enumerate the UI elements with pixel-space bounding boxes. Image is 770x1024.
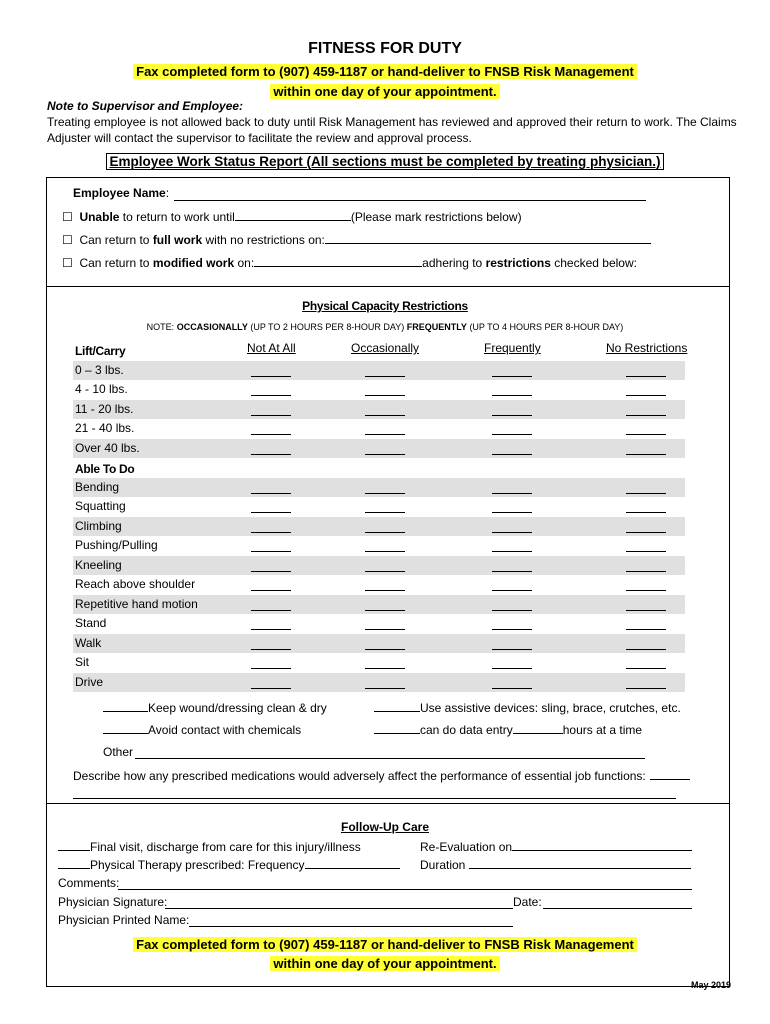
restriction-blank-occasionally[interactable] — [365, 522, 405, 533]
restriction-label: 21 - 40 lbs. — [75, 421, 135, 436]
assistive-field[interactable] — [374, 700, 420, 712]
restriction-blank-no-restrictions[interactable] — [626, 366, 666, 377]
restriction-blank-not-at-all[interactable] — [251, 424, 291, 435]
restriction-blank-not-at-all[interactable] — [251, 541, 291, 552]
restriction-row — [73, 517, 685, 536]
restriction-blank-frequently[interactable] — [492, 502, 532, 513]
restriction-label: 11 - 20 lbs. — [75, 401, 134, 416]
employee-name-row: Employee Name: — [73, 186, 170, 200]
employee-name-field[interactable] — [174, 200, 646, 201]
restriction-blank-not-at-all[interactable] — [251, 444, 291, 455]
restriction-blank-frequently[interactable] — [492, 444, 532, 455]
col-not-at-all: Not At All — [247, 341, 296, 355]
meds-field-inline[interactable] — [650, 768, 690, 780]
restriction-blank-not-at-all[interactable] — [251, 385, 291, 396]
restriction-label: Climbing — [75, 518, 122, 533]
fax-instruction-bottom-line1: Fax completed form to (907) 459-1187 or hand-deliver to FNSB Risk Management — [0, 936, 770, 954]
restriction-blank-occasionally[interactable] — [365, 385, 405, 396]
data-entry-field[interactable] — [374, 722, 420, 734]
follow-up-heading: Follow-Up Care — [340, 820, 429, 834]
restriction-blank-no-restrictions[interactable] — [626, 405, 666, 416]
restriction-blank-not-at-all[interactable] — [251, 619, 291, 630]
note-body: Treating employee is not allowed back to duty until Risk Management has reviewed and approved their return to work. The Claims Adjuster will contact the supervisor to facilitate the review and approval process. — [47, 115, 737, 145]
fax-instruction-top-line2: within one day of your appointment. — [0, 83, 770, 101]
restriction-label: 0 – 3 lbs. — [75, 363, 124, 377]
restriction-blank-no-restrictions[interactable] — [626, 561, 666, 572]
pt-field[interactable] — [58, 857, 90, 869]
restriction-blank-not-at-all[interactable] — [251, 639, 291, 650]
printed-name-field[interactable] — [189, 926, 513, 927]
restriction-blank-frequently[interactable] — [492, 522, 532, 533]
unable-row: ☐ Unable to return to work until (Please mark restrictions below) — [62, 210, 522, 224]
keep-wound-row: Keep wound/dressing clean & dry — [103, 700, 327, 715]
note-heading: Note to Supervisor and Employee: — [47, 99, 244, 113]
restriction-blank-not-at-all[interactable] — [251, 561, 291, 572]
modified-work-date-field[interactable] — [254, 255, 422, 267]
printed-name-label: Physician Printed Name: — [58, 913, 190, 927]
unable-until-date-field[interactable] — [235, 209, 351, 221]
duration-row: Duration — [420, 857, 691, 872]
restriction-blank-not-at-all[interactable] — [251, 600, 291, 611]
restriction-label: Squatting — [75, 499, 126, 514]
avoid-chem-field[interactable] — [103, 722, 148, 734]
signature-field[interactable] — [165, 908, 513, 909]
page-title: FITNESS FOR DUTY — [308, 40, 462, 57]
restriction-blank-occasionally[interactable] — [365, 541, 405, 552]
restriction-row — [73, 361, 685, 380]
data-entry-hours-field[interactable] — [513, 722, 563, 734]
signature-label: Physician Signature: — [58, 895, 168, 909]
restriction-label: Sit — [75, 655, 90, 670]
restriction-row — [73, 497, 685, 516]
full-work-checkbox[interactable]: ☐ — [62, 233, 73, 247]
restriction-label: 4 - 10 lbs. — [75, 382, 128, 397]
restriction-label: Stand — [75, 616, 107, 631]
date-field[interactable] — [543, 908, 692, 909]
restriction-blank-frequently[interactable] — [492, 483, 532, 494]
re-eval-row: Re-Evaluation on — [420, 839, 692, 854]
keep-wound-field[interactable] — [103, 700, 148, 712]
restriction-blank-no-restrictions[interactable] — [626, 502, 666, 513]
restriction-row — [73, 575, 685, 594]
footer-date: May 2019 — [691, 980, 732, 990]
restriction-blank-occasionally[interactable] — [365, 639, 405, 650]
restriction-blank-occasionally[interactable] — [365, 405, 405, 416]
lift-carry-heading: Lift/Carry — [75, 344, 126, 358]
col-no-restrictions: No Restrictions — [606, 341, 688, 355]
restriction-row — [73, 478, 685, 497]
final-visit-row: Final visit, discharge from care for this injury/illness — [58, 839, 361, 854]
fax-instruction-bottom-line2: within one day of your appointment. — [0, 955, 770, 973]
modified-work-row: ☐ Can return to modified work on: adhering to restrictions checked below: — [62, 256, 637, 270]
pt-frequency-field[interactable] — [305, 857, 400, 869]
restriction-blank-occasionally[interactable] — [365, 580, 405, 591]
restriction-row — [73, 673, 685, 692]
duration-field[interactable] — [469, 857, 691, 869]
restriction-blank-frequently[interactable] — [492, 678, 532, 689]
restriction-blank-occasionally[interactable] — [365, 678, 405, 689]
physical-heading: Physical Capacity Restrictions — [302, 299, 468, 313]
restriction-blank-not-at-all[interactable] — [251, 678, 291, 689]
restriction-row — [73, 614, 685, 633]
avoid-chem-row: Avoid contact with chemicals — [103, 722, 301, 737]
restriction-blank-frequently[interactable] — [492, 405, 532, 416]
other-row: Other — [103, 745, 134, 759]
restriction-row — [73, 595, 685, 614]
date-label: Date: — [513, 895, 542, 909]
restriction-row — [73, 419, 685, 438]
restriction-blank-no-restrictions[interactable] — [626, 424, 666, 435]
restriction-blank-occasionally[interactable] — [365, 424, 405, 435]
restriction-row — [73, 556, 685, 575]
restriction-blank-not-at-all[interactable] — [251, 405, 291, 416]
restriction-blank-not-at-all[interactable] — [251, 502, 291, 513]
restriction-blank-occasionally[interactable] — [365, 600, 405, 611]
full-work-date-field[interactable] — [325, 232, 651, 244]
restriction-blank-frequently[interactable] — [492, 639, 532, 650]
restriction-blank-no-restrictions[interactable] — [626, 639, 666, 650]
unable-checkbox[interactable]: ☐ — [62, 210, 73, 224]
meds-field[interactable] — [73, 798, 676, 799]
other-field[interactable] — [135, 758, 645, 759]
restriction-blank-no-restrictions[interactable] — [626, 385, 666, 396]
restriction-blank-frequently[interactable] — [492, 424, 532, 435]
restriction-blank-occasionally[interactable] — [365, 366, 405, 377]
restriction-label: Over 40 lbs. — [75, 440, 140, 455]
restriction-blank-occasionally[interactable] — [365, 483, 405, 494]
assistive-row: Use assistive devices: sling, brace, crutches, etc. — [374, 700, 681, 715]
restriction-blank-not-at-all[interactable] — [251, 483, 291, 494]
restriction-label: Drive — [75, 674, 104, 689]
restriction-blank-occasionally[interactable] — [365, 658, 405, 669]
restriction-label: Reach above shoulder — [75, 577, 196, 592]
restriction-blank-frequently[interactable] — [492, 366, 532, 377]
restriction-blank-occasionally[interactable] — [365, 444, 405, 455]
able-to-do-heading: Able To Do — [75, 462, 135, 476]
restriction-blank-not-at-all[interactable] — [251, 658, 291, 669]
restriction-label: Walk — [75, 635, 102, 650]
restriction-blank-no-restrictions[interactable] — [626, 483, 666, 494]
restriction-blank-not-at-all[interactable] — [251, 366, 291, 377]
restriction-blank-not-at-all[interactable] — [251, 580, 291, 591]
fax-instruction-top-line1: Fax completed form to (907) 459-1187 or hand-deliver to FNSB Risk Management — [0, 63, 770, 81]
comments-label: Comments: — [58, 876, 120, 890]
restriction-blank-no-restrictions[interactable] — [626, 444, 666, 455]
restriction-label: Kneeling — [75, 557, 122, 572]
restriction-blank-no-restrictions[interactable] — [626, 600, 666, 611]
modified-work-checkbox[interactable]: ☐ — [62, 256, 73, 270]
pt-row: Physical Therapy prescribed: Frequency — [58, 857, 400, 872]
final-visit-field[interactable] — [58, 839, 90, 851]
restriction-blank-frequently[interactable] — [492, 600, 532, 611]
restriction-row — [73, 439, 685, 458]
restriction-blank-frequently[interactable] — [492, 385, 532, 396]
col-occasionally: Occasionally — [351, 341, 420, 355]
restriction-row — [73, 653, 685, 672]
restriction-blank-no-restrictions[interactable] — [626, 658, 666, 669]
restriction-label: Pushing/Pulling — [75, 538, 158, 553]
restriction-blank-occasionally[interactable] — [365, 619, 405, 630]
meds-row: Describe how any prescribed medications would adversely affect the performance of essential job functions: — [73, 768, 690, 783]
restriction-label: Bending — [75, 480, 120, 494]
report-heading: Employee Work Status Report (All sections must be completed by treating physician.) — [0, 153, 770, 171]
restriction-blank-no-restrictions[interactable] — [626, 678, 666, 689]
restriction-blank-no-restrictions[interactable] — [626, 619, 666, 630]
restriction-row — [73, 536, 685, 555]
restriction-blank-not-at-all[interactable] — [251, 522, 291, 533]
restriction-blank-frequently[interactable] — [492, 619, 532, 630]
restriction-blank-no-restrictions[interactable] — [626, 541, 666, 552]
restriction-blank-occasionally[interactable] — [365, 502, 405, 513]
restriction-blank-no-restrictions[interactable] — [626, 522, 666, 533]
col-frequently: Frequently — [484, 341, 541, 355]
restriction-row — [73, 400, 685, 419]
restriction-row — [73, 634, 685, 653]
re-eval-field[interactable] — [512, 839, 692, 851]
restriction-blank-frequently[interactable] — [492, 561, 532, 572]
restriction-blank-no-restrictions[interactable] — [626, 580, 666, 591]
data-entry-row: can do data entry hours at a time — [374, 722, 642, 737]
restriction-blank-occasionally[interactable] — [365, 561, 405, 572]
restriction-blank-frequently[interactable] — [492, 658, 532, 669]
restriction-label: Repetitive hand motion — [75, 596, 198, 611]
comments-field[interactable] — [118, 889, 692, 890]
full-work-row: ☐ Can return to full work with no restrictions on: — [62, 232, 651, 247]
restriction-row — [73, 380, 685, 399]
physical-note: NOTE: OCCASIONALLY (UP TO 2 HOURS PER 8-HOUR DAY) FREQUENTLY (UP TO 4 HOURS PER 8-HOUR DAY) — [146, 322, 624, 332]
restriction-blank-frequently[interactable] — [492, 541, 532, 552]
restriction-blank-frequently[interactable] — [492, 580, 532, 591]
